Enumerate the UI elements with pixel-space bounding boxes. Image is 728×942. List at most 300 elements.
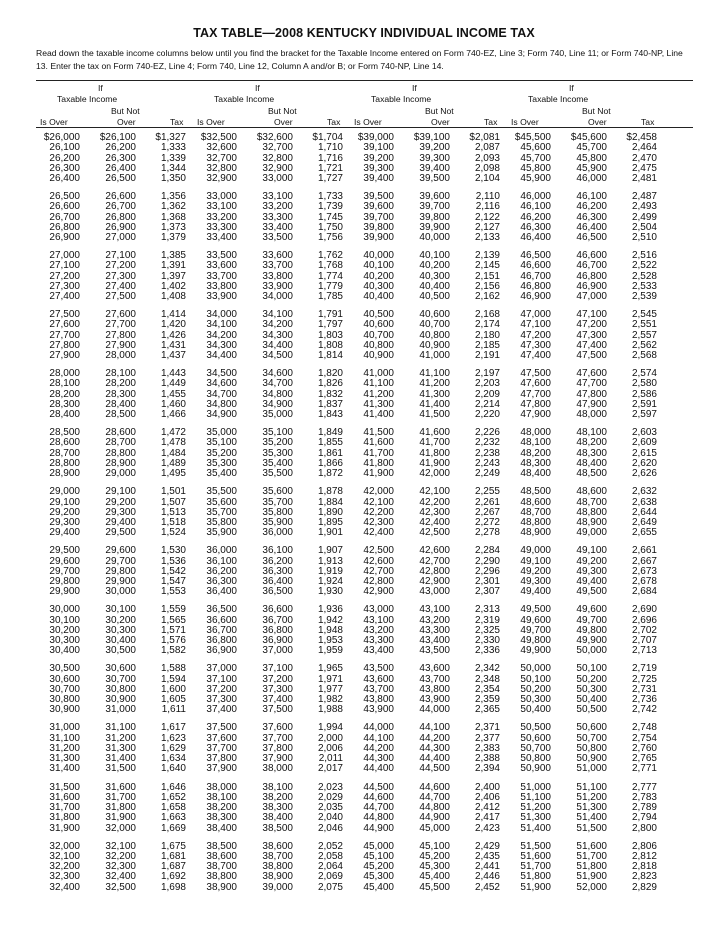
table-cell: 40,200 bbox=[363, 270, 394, 282]
row-group bbox=[136, 192, 186, 243]
table-cell: 31,500 bbox=[105, 763, 136, 775]
table-cell: 29,700 bbox=[105, 555, 136, 567]
table-cell: 32,100 bbox=[105, 840, 136, 852]
table-cell: 35,000 bbox=[262, 409, 293, 421]
table-cell: 35,500 bbox=[262, 468, 293, 480]
table-cell: 31,700 bbox=[49, 802, 80, 814]
table-cell: 2,528 bbox=[631, 270, 657, 282]
table-cell: 2,348 bbox=[474, 673, 500, 685]
row-group bbox=[350, 369, 394, 420]
row-group bbox=[350, 251, 394, 302]
table-cell: 1,344 bbox=[160, 162, 186, 174]
row-group bbox=[193, 251, 237, 302]
is-over-column-4 bbox=[507, 133, 551, 901]
table-cell: 45,000 bbox=[363, 840, 394, 852]
table-cell: 40,100 bbox=[419, 250, 450, 262]
table-cell: 34,100 bbox=[262, 309, 293, 321]
header-but-not: But Not bbox=[268, 106, 297, 116]
table-cell: 40,600 bbox=[419, 309, 450, 321]
table-cell: 46,100 bbox=[576, 191, 607, 203]
table-cell: 1,750 bbox=[317, 221, 343, 233]
row-group bbox=[394, 487, 450, 538]
table-cell: 51,100 bbox=[520, 791, 551, 803]
row-group bbox=[450, 664, 500, 715]
table-cell: 2,829 bbox=[631, 881, 657, 893]
table-cell: 29,000 bbox=[49, 486, 80, 498]
table-cell: 40,300 bbox=[419, 270, 450, 282]
table-cell: 1,437 bbox=[160, 350, 186, 362]
row-group bbox=[350, 605, 394, 656]
row-group bbox=[293, 605, 343, 656]
table-cell: 1,733 bbox=[317, 191, 343, 203]
table-cell: 31,600 bbox=[49, 791, 80, 803]
table-cell: 34,000 bbox=[262, 291, 293, 303]
row-group bbox=[607, 310, 657, 361]
row-group bbox=[293, 251, 343, 302]
row-group bbox=[394, 251, 450, 302]
table-cell: 37,200 bbox=[262, 673, 293, 685]
table-cell: 1,739 bbox=[317, 201, 343, 213]
table-cell: 28,400 bbox=[105, 398, 136, 410]
table-cell: 33,200 bbox=[262, 201, 293, 213]
table-cell: 43,800 bbox=[419, 683, 450, 695]
table-cell: 1,826 bbox=[317, 378, 343, 390]
table-cell: 37,600 bbox=[206, 732, 237, 744]
table-cell: 42,700 bbox=[419, 555, 450, 567]
row-group bbox=[607, 487, 657, 538]
table-cell: 49,600 bbox=[520, 614, 551, 626]
table-cell: 2,562 bbox=[631, 339, 657, 351]
header-top-rule bbox=[36, 80, 693, 81]
table-cell: 1,333 bbox=[160, 142, 186, 154]
table-cell: 38,300 bbox=[206, 812, 237, 824]
header-over: Over bbox=[274, 117, 293, 127]
table-cell: 39,400 bbox=[363, 173, 394, 184]
row-group bbox=[293, 664, 343, 715]
table-cell: 28,100 bbox=[49, 378, 80, 390]
table-cell: 34,300 bbox=[262, 329, 293, 341]
table-cell: 2,174 bbox=[474, 319, 500, 331]
table-cell: 41,700 bbox=[363, 447, 394, 459]
row-group bbox=[450, 842, 500, 893]
row-group bbox=[551, 783, 607, 834]
table-cell: 2,603 bbox=[631, 427, 657, 439]
row-group bbox=[507, 546, 551, 597]
table-cell: 1,965 bbox=[317, 663, 343, 675]
table-cell: 2,371 bbox=[474, 722, 500, 734]
table-cell: 2,591 bbox=[631, 398, 657, 410]
table-cell: 1,872 bbox=[317, 468, 343, 480]
row-group bbox=[507, 723, 551, 774]
table-cell: 2,510 bbox=[631, 232, 657, 244]
but-not-over-column-2 bbox=[237, 133, 293, 901]
table-cell: 36,200 bbox=[262, 555, 293, 567]
table-cell: 2,029 bbox=[317, 791, 343, 803]
table-cell: 48,100 bbox=[520, 437, 551, 449]
table-cell: 37,900 bbox=[206, 763, 237, 775]
table-cell: 2,731 bbox=[631, 683, 657, 695]
table-cell: 50,700 bbox=[576, 732, 607, 744]
table-cell: 41,200 bbox=[363, 388, 394, 400]
table-cell: 41,600 bbox=[363, 437, 394, 449]
table-cell: 29,600 bbox=[49, 555, 80, 567]
table-cell: 43,400 bbox=[363, 645, 394, 657]
table-cell: 51,700 bbox=[576, 850, 607, 862]
table-cell: 33,300 bbox=[206, 221, 237, 233]
table-cell: 30,500 bbox=[49, 663, 80, 675]
table-cell: 49,400 bbox=[576, 576, 607, 588]
table-cell: 51,400 bbox=[520, 822, 551, 834]
table-cell: 1,414 bbox=[160, 309, 186, 321]
table-cell: 31,400 bbox=[105, 753, 136, 765]
table-cell: 44,900 bbox=[419, 812, 450, 824]
table-cell: 43,900 bbox=[419, 694, 450, 706]
table-cell: 40,500 bbox=[363, 309, 394, 321]
table-cell: 45,500 bbox=[419, 881, 450, 893]
table-cell: 45,300 bbox=[419, 861, 450, 873]
table-cell: 36,600 bbox=[262, 604, 293, 616]
row-group bbox=[507, 428, 551, 479]
table-cell: 44,500 bbox=[419, 763, 450, 775]
row-group bbox=[551, 605, 607, 656]
table-cell: 50,900 bbox=[520, 763, 551, 775]
tax-column-3 bbox=[450, 133, 500, 901]
table-cell: 46,500 bbox=[520, 250, 551, 262]
table-cell: 1,890 bbox=[317, 506, 343, 518]
row-group bbox=[450, 310, 500, 361]
table-cell: 44,000 bbox=[363, 722, 394, 734]
table-cell: 42,100 bbox=[419, 486, 450, 498]
table-cell: 29,600 bbox=[105, 545, 136, 557]
header-over: Over bbox=[588, 117, 607, 127]
table-cell: 1,385 bbox=[160, 250, 186, 262]
table-cell: 51,800 bbox=[520, 871, 551, 883]
table-cell: 30,000 bbox=[105, 586, 136, 598]
row-group bbox=[136, 783, 186, 834]
table-cell: 46,800 bbox=[520, 280, 551, 292]
row-group bbox=[193, 487, 237, 538]
table-cell: 1,814 bbox=[317, 350, 343, 362]
table-cell: 38,700 bbox=[206, 861, 237, 873]
table-cell: 44,800 bbox=[363, 812, 394, 824]
table-cell: 2,644 bbox=[631, 506, 657, 518]
table-cell: 34,100 bbox=[206, 319, 237, 331]
table-cell: 2,075 bbox=[317, 881, 343, 893]
table-cell: 1,611 bbox=[161, 704, 186, 716]
table-cell: 2,261 bbox=[474, 496, 500, 508]
table-cell: 1,402 bbox=[160, 280, 186, 292]
header-is-over: Is Over bbox=[354, 117, 382, 127]
row-group bbox=[136, 251, 186, 302]
table-cell: 42,200 bbox=[363, 506, 394, 518]
table-cell: 36,800 bbox=[262, 624, 293, 636]
row-group bbox=[193, 664, 237, 715]
row-group bbox=[607, 133, 657, 184]
table-cell: 39,900 bbox=[363, 232, 394, 244]
table-cell: 44,900 bbox=[363, 822, 394, 834]
row-group bbox=[607, 369, 657, 420]
table-cell: 2,040 bbox=[317, 812, 343, 824]
row-group bbox=[80, 487, 136, 538]
row-group bbox=[394, 546, 450, 597]
table-cell: 47,900 bbox=[576, 398, 607, 410]
table-cell: 2,290 bbox=[474, 555, 500, 567]
table-cell: 1,855 bbox=[317, 437, 343, 449]
row-group bbox=[394, 369, 450, 420]
row-group bbox=[350, 192, 394, 243]
table-cell: 1,982 bbox=[317, 694, 343, 706]
table-cell: 42,400 bbox=[363, 527, 394, 539]
row-group bbox=[607, 546, 657, 597]
table-cell: 1,698 bbox=[160, 881, 186, 893]
row-group bbox=[450, 487, 500, 538]
table-cell: 2,209 bbox=[474, 388, 500, 400]
table-cell: 50,900 bbox=[576, 753, 607, 765]
table-cell: 37,800 bbox=[262, 742, 293, 754]
table-cell: 39,600 bbox=[419, 191, 450, 203]
table-cell: 37,400 bbox=[206, 704, 237, 716]
table-cell: 40,600 bbox=[363, 319, 394, 331]
table-cell: 47,700 bbox=[520, 388, 551, 400]
row-group bbox=[237, 133, 293, 184]
row-group bbox=[237, 783, 293, 834]
table-cell: 29,300 bbox=[49, 517, 80, 529]
table-cell: 50,500 bbox=[520, 722, 551, 734]
table-cell: 29,300 bbox=[105, 506, 136, 518]
page-title: TAX TABLE—2008 KENTUCKY INDIVIDUAL INCOME TAX bbox=[193, 26, 535, 40]
row-group bbox=[394, 783, 450, 834]
table-cell: 42,500 bbox=[419, 527, 450, 539]
table-cell: 46,200 bbox=[520, 211, 551, 223]
table-cell: 51,600 bbox=[576, 840, 607, 852]
row-group bbox=[394, 133, 450, 184]
table-cell: 1,466 bbox=[160, 409, 186, 421]
table-cell: 1,849 bbox=[317, 427, 343, 439]
table-cell: 1,501 bbox=[160, 486, 186, 498]
table-cell: 1,420 bbox=[160, 319, 186, 331]
tax-column-4 bbox=[607, 133, 657, 901]
table-cell: 44,800 bbox=[419, 802, 450, 814]
header-is-over: Is Over bbox=[511, 117, 539, 127]
table-cell: 2,586 bbox=[631, 388, 657, 400]
row-group bbox=[551, 251, 607, 302]
table-cell: 47,700 bbox=[576, 378, 607, 390]
row-group bbox=[551, 133, 607, 184]
table-cell: 27,300 bbox=[49, 280, 80, 292]
table-cell: 2,765 bbox=[631, 753, 657, 765]
row-group bbox=[551, 192, 607, 243]
row-group bbox=[607, 664, 657, 715]
row-group bbox=[507, 842, 551, 893]
table-cell: 2,093 bbox=[474, 152, 500, 164]
table-cell: 2,504 bbox=[631, 221, 657, 233]
table-cell: 1,634 bbox=[160, 753, 186, 765]
table-cell: 34,800 bbox=[262, 388, 293, 400]
table-cell: 48,100 bbox=[576, 427, 607, 439]
table-cell: 40,000 bbox=[363, 250, 394, 262]
table-cell: 27,300 bbox=[105, 270, 136, 282]
table-cell: 32,000 bbox=[49, 840, 80, 852]
table-cell: 38,400 bbox=[262, 812, 293, 824]
table-cell: 29,800 bbox=[105, 565, 136, 577]
table-cell: 41,800 bbox=[363, 457, 394, 469]
table-cell: 2,017 bbox=[317, 763, 343, 775]
but-not-over-column-3 bbox=[394, 133, 450, 901]
table-cell: 2,330 bbox=[474, 635, 500, 647]
table-cell: 2,151 bbox=[474, 270, 500, 282]
table-cell: 2,296 bbox=[474, 565, 500, 577]
table-cell: 2,493 bbox=[631, 201, 657, 213]
row-group bbox=[507, 133, 551, 184]
row-group bbox=[551, 310, 607, 361]
table-cell: 38,500 bbox=[206, 840, 237, 852]
table-cell: 1,536 bbox=[160, 555, 186, 567]
table-cell: 2,383 bbox=[474, 742, 500, 754]
table-cell: 2,696 bbox=[631, 614, 657, 626]
but-not-over-column-1 bbox=[80, 133, 136, 901]
table-cell: 30,300 bbox=[105, 624, 136, 636]
table-cell: 38,200 bbox=[262, 791, 293, 803]
table-cell: 2,255 bbox=[474, 486, 500, 498]
table-cell: 27,200 bbox=[49, 270, 80, 282]
table-cell: 44,300 bbox=[419, 742, 450, 754]
table-cell: 48,600 bbox=[576, 486, 607, 498]
table-cell: 41,600 bbox=[419, 427, 450, 439]
table-cell: 27,600 bbox=[105, 309, 136, 321]
table-cell: 37,000 bbox=[206, 663, 237, 675]
table-cell: 2,673 bbox=[631, 565, 657, 577]
table-cell: 39,700 bbox=[363, 211, 394, 223]
table-cell: 30,700 bbox=[105, 673, 136, 685]
row-group bbox=[293, 546, 343, 597]
row-group bbox=[136, 664, 186, 715]
table-cell: 31,100 bbox=[105, 722, 136, 734]
table-cell: 38,100 bbox=[206, 791, 237, 803]
table-cell: 26,400 bbox=[105, 162, 136, 174]
table-cell: 31,600 bbox=[105, 781, 136, 793]
table-cell: 30,900 bbox=[105, 694, 136, 706]
header-tax: Tax bbox=[170, 117, 184, 127]
table-cell: 46,700 bbox=[520, 270, 551, 282]
table-cell: 1,832 bbox=[317, 388, 343, 400]
table-cell: 1,843 bbox=[317, 409, 343, 421]
table-cell: $1,704 bbox=[312, 132, 343, 143]
table-cell: 50,100 bbox=[576, 663, 607, 675]
row-group bbox=[80, 783, 136, 834]
table-cell: 1,397 bbox=[160, 270, 186, 282]
table-cell: 2,725 bbox=[631, 673, 657, 685]
table-cell: 43,200 bbox=[419, 614, 450, 626]
header-bottom-rule bbox=[36, 127, 693, 128]
table-cell: 28,900 bbox=[49, 468, 80, 480]
table-cell: 2,475 bbox=[631, 162, 657, 174]
table-cell: 34,200 bbox=[262, 319, 293, 331]
table-cell: 2,278 bbox=[474, 527, 500, 539]
table-cell: 49,200 bbox=[576, 555, 607, 567]
row-group bbox=[237, 487, 293, 538]
tax-column-1 bbox=[136, 133, 186, 901]
table-cell: 2,394 bbox=[474, 763, 500, 775]
table-cell: 43,000 bbox=[363, 604, 394, 616]
table-cell: 26,600 bbox=[49, 201, 80, 213]
table-cell: 41,100 bbox=[363, 378, 394, 390]
table-cell: 49,100 bbox=[576, 545, 607, 557]
table-cell: 1,362 bbox=[160, 201, 186, 213]
table-cell: 46,000 bbox=[576, 173, 607, 184]
table-cell: 47,600 bbox=[520, 378, 551, 390]
table-cell: 26,500 bbox=[49, 191, 80, 203]
table-cell: 2,748 bbox=[631, 722, 657, 734]
table-cell: 32,700 bbox=[206, 152, 237, 164]
table-cell: 27,100 bbox=[49, 260, 80, 272]
table-cell: 1,791 bbox=[317, 309, 343, 321]
table-cell: 1,977 bbox=[317, 683, 343, 695]
table-cell: 2,203 bbox=[474, 378, 500, 390]
table-cell: 30,600 bbox=[105, 663, 136, 675]
table-cell: 41,000 bbox=[419, 350, 450, 362]
row-group bbox=[80, 192, 136, 243]
table-cell: $45,600 bbox=[570, 132, 607, 143]
table-cell: 2,185 bbox=[474, 339, 500, 351]
table-cell: 50,300 bbox=[520, 694, 551, 706]
table-cell: 1,669 bbox=[160, 822, 186, 834]
table-cell: 35,700 bbox=[206, 506, 237, 518]
table-cell: 27,900 bbox=[105, 339, 136, 351]
table-cell: 31,300 bbox=[105, 742, 136, 754]
table-cell: 39,400 bbox=[419, 162, 450, 174]
row-group bbox=[450, 605, 500, 656]
table-cell: 47,000 bbox=[520, 309, 551, 321]
table-cell: 28,700 bbox=[49, 447, 80, 459]
table-cell: $39,100 bbox=[413, 132, 450, 143]
table-cell: 2,499 bbox=[631, 211, 657, 223]
table-cell: 48,500 bbox=[520, 486, 551, 498]
table-cell: 2,307 bbox=[474, 586, 500, 598]
table-cell: 36,700 bbox=[206, 624, 237, 636]
table-cell: 2,301 bbox=[474, 576, 500, 588]
table-cell: 43,500 bbox=[419, 645, 450, 657]
table-cell: $1,327 bbox=[155, 132, 186, 143]
row-group bbox=[394, 605, 450, 656]
table-cell: 34,200 bbox=[206, 329, 237, 341]
table-cell: 35,600 bbox=[262, 486, 293, 498]
table-cell: 1,629 bbox=[160, 742, 186, 754]
table-cell: 32,800 bbox=[206, 162, 237, 174]
table-cell: 1,652 bbox=[160, 791, 186, 803]
table-cell: 46,300 bbox=[520, 221, 551, 233]
table-cell: 45,900 bbox=[576, 162, 607, 174]
row-group bbox=[607, 251, 657, 302]
row-group bbox=[237, 251, 293, 302]
row-group bbox=[80, 546, 136, 597]
table-cell: 2,243 bbox=[474, 457, 500, 469]
is-over-column-1 bbox=[36, 133, 80, 901]
table-cell: 27,600 bbox=[49, 319, 80, 331]
table-cell: 33,000 bbox=[206, 191, 237, 203]
row-group bbox=[507, 783, 551, 834]
table-cell: 2,626 bbox=[631, 468, 657, 480]
table-cell: 32,900 bbox=[206, 173, 237, 184]
table-cell: 48,500 bbox=[576, 468, 607, 480]
table-cell: 48,400 bbox=[576, 457, 607, 469]
table-cell: 1,716 bbox=[317, 152, 343, 164]
table-cell: 43,700 bbox=[419, 673, 450, 685]
table-cell: 1,971 bbox=[317, 673, 343, 685]
table-cell: 46,400 bbox=[576, 221, 607, 233]
table-cell: 50,400 bbox=[576, 694, 607, 706]
table-cell: 33,300 bbox=[262, 211, 293, 223]
table-cell: 34,300 bbox=[206, 339, 237, 351]
